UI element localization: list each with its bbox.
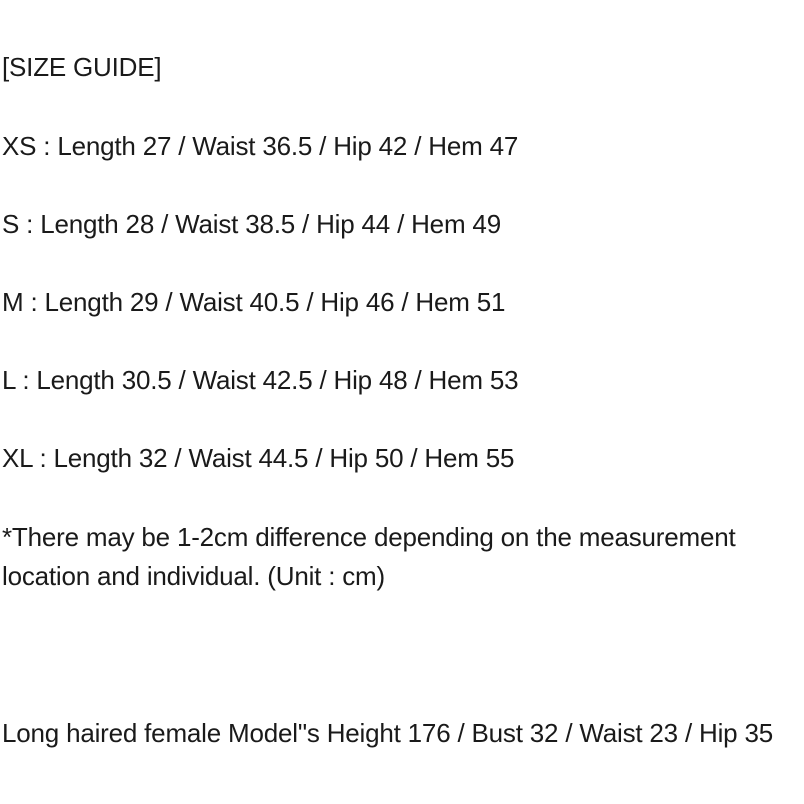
measurement-note: *There may be 1-2cm difference depending on the measurement location and individual. (Unit : cm) [2,522,736,591]
size-row-m: M : Length 29 / Waist 40.5 / Hip 46 / Hem 51 [2,287,506,317]
size-row-s: S : Length 28 / Waist 38.5 / Hip 44 / Hem 49 [2,209,501,239]
size-guide-heading: [SIZE GUIDE] [2,52,162,82]
size-row-xl: XL : Length 32 / Waist 44.5 / Hip 50 / Hem 55 [2,443,515,473]
model-info: Long haired female Model"s Height 176 / Bust 32 / Waist 23 / Hip 35 [2,718,773,748]
size-row-l: L : Length 30.5 / Waist 42.5 / Hip 48 / Hem 53 [2,365,519,395]
size-row-xs: XS : Length 27 / Waist 36.5 / Hip 42 / Hem 47 [2,131,519,161]
